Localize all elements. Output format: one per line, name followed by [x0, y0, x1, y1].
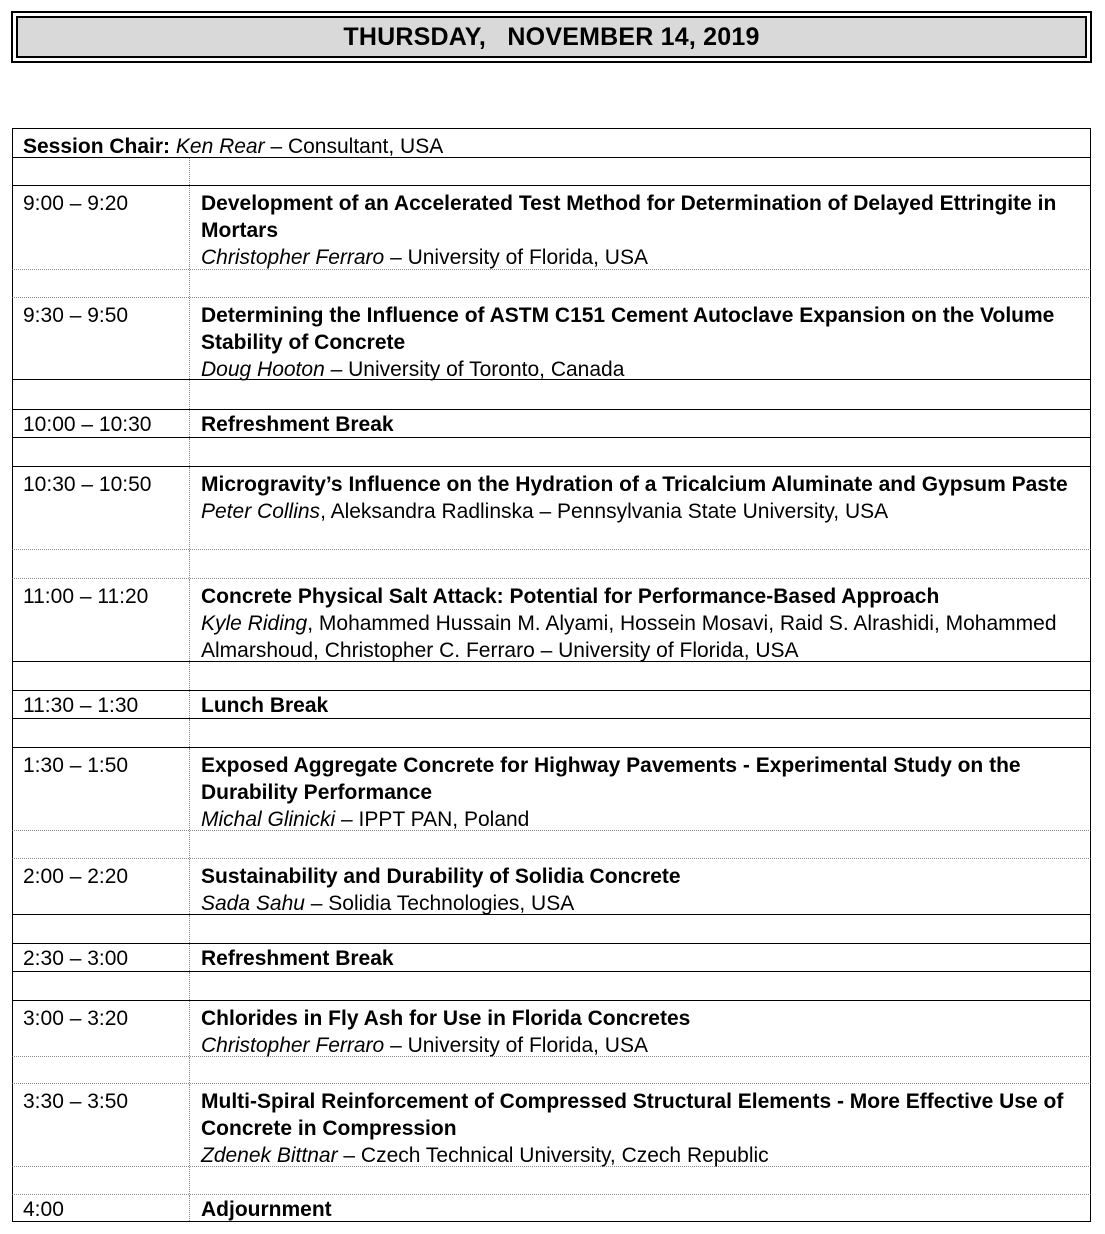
agenda-row — [12, 185, 1091, 270]
agenda-content — [190, 859, 1090, 914]
agenda-time: 1:30 – 1:50 — [13, 748, 190, 830]
session-chair — [13, 129, 1090, 160]
talk-title: Determining the Influence of ASTM C151 Cement Autoclave Expansion on the Volume Stability of Concrete — [201, 304, 1055, 354]
break-title: Refreshment Break — [201, 413, 394, 436]
agenda-content — [190, 944, 1090, 971]
authors-affiliation: – Czech Technical University, Czech Republic — [337, 1144, 769, 1167]
presenter-name: Christopher Ferraro — [201, 246, 385, 269]
presenter-name: Zdenek Bittnar — [201, 1144, 338, 1167]
talk-authors — [201, 890, 1082, 917]
agenda-row — [12, 943, 1091, 972]
agenda-row — [12, 1083, 1091, 1167]
adjournment-title: Adjournment — [201, 1198, 332, 1221]
spacer-row — [12, 831, 1091, 858]
day-header — [11, 11, 1092, 63]
spacer-row — [12, 438, 1091, 466]
agenda-content — [190, 1001, 1090, 1056]
spacer-row — [12, 380, 1091, 409]
talk-title: Chlorides in Fly Ash for Use in Florida Concretes — [201, 1007, 691, 1030]
agenda-content — [190, 748, 1090, 830]
spacer-row — [12, 662, 1091, 690]
spacer-row — [12, 972, 1091, 1000]
agenda-time: 9:00 – 9:20 — [13, 186, 190, 269]
authors-affiliation: , Aleksandra Radlinska – Pennsylvania State University, USA — [320, 500, 889, 523]
spacer-row — [12, 915, 1091, 943]
agenda-time: 2:00 – 2:20 — [13, 859, 190, 914]
agenda-time: 3:30 – 3:50 — [13, 1084, 190, 1166]
talk-authors — [201, 1142, 1082, 1169]
agenda-time: 3:00 – 3:20 — [13, 1001, 190, 1056]
agenda-row — [12, 747, 1091, 831]
agenda-row — [12, 1000, 1091, 1057]
authors-affiliation: – University of Florida, USA — [384, 246, 648, 269]
talk-authors — [201, 498, 1082, 525]
agenda-content — [190, 186, 1090, 269]
agenda-content — [190, 1084, 1090, 1166]
talk-title: Sustainability and Durability of Solidia Concrete — [201, 865, 681, 888]
agenda-row — [12, 578, 1091, 662]
spacer-row — [12, 1057, 1091, 1083]
talk-authors — [201, 610, 1082, 664]
break-title: Refreshment Break — [201, 947, 394, 970]
talk-title: Multi-Spiral Reinforcement of Compressed Structural Elements - More Effective Use of Concrete in Compression — [201, 1090, 1064, 1140]
agenda-time: 11:00 – 11:20 — [13, 579, 190, 661]
authors-affiliation: – University of Toronto, Canada — [324, 358, 625, 381]
agenda-time: 2:30 – 3:00 — [13, 944, 190, 971]
presenter-name: Michal Glinicki — [201, 808, 336, 831]
day-header-title: THURSDAY, NOVEMBER 14, 2019 — [16, 16, 1087, 58]
presenter-name: Peter Collins — [201, 500, 321, 523]
authors-affiliation: – University of Florida, USA — [384, 1034, 648, 1057]
agenda-content — [190, 579, 1090, 661]
agenda-time: 10:00 – 10:30 — [13, 410, 190, 437]
talk-authors — [201, 806, 1082, 833]
agenda-content — [190, 298, 1090, 379]
session-chair-name: Ken Rear — [175, 135, 265, 158]
agenda-content — [190, 691, 1090, 718]
authors-affiliation: , Mohammed Hussain M. Alyami, Hossein Mosavi, Raid S. Alrashidi, Mohammed Almarshoud, Christopher C. Ferraro – University of Florida, USA — [201, 612, 1057, 662]
authors-affiliation: – IPPT PAN, Poland — [335, 808, 530, 831]
talk-authors — [201, 1032, 1082, 1059]
presenter-name: Kyle Riding — [201, 612, 308, 635]
agenda-row — [12, 297, 1091, 380]
spacer-row — [12, 1167, 1091, 1194]
agenda-content — [190, 467, 1090, 549]
agenda-row — [12, 858, 1091, 915]
talk-title: Concrete Physical Salt Attack: Potential for Performance-Based Approach — [201, 585, 940, 608]
agenda-time: 4:00 — [13, 1195, 190, 1221]
agenda-row — [12, 690, 1091, 719]
spacer-row — [12, 719, 1091, 747]
agenda-time: 9:30 – 9:50 — [13, 298, 190, 379]
talk-title: Microgravity’s Influence on the Hydration of a Tricalcium Aluminate and Gypsum Paste — [201, 473, 1068, 496]
talk-authors — [201, 356, 1082, 383]
agenda-time: 10:30 – 10:50 — [13, 467, 190, 549]
break-title: Lunch Break — [201, 694, 329, 717]
presenter-name: Sada Sahu — [201, 892, 305, 915]
spacer-row — [12, 550, 1091, 578]
presenter-name: Doug Hooton — [201, 358, 325, 381]
agenda-row — [12, 1194, 1091, 1222]
session-chair-affiliation: – Consultant, USA — [264, 135, 444, 158]
talk-title: Exposed Aggregate Concrete for Highway Pavements - Experimental Study on the Durability Performance — [201, 754, 1021, 804]
authors-affiliation: – Solidia Technologies, USA — [304, 892, 575, 915]
agenda-row — [12, 409, 1091, 438]
spacer-row — [12, 158, 1091, 185]
agenda-time: 11:30 – 1:30 — [13, 691, 190, 718]
session-chair-row — [12, 128, 1091, 158]
agenda-content — [190, 410, 1090, 437]
spacer-row — [12, 270, 1091, 297]
talk-title: Development of an Accelerated Test Method for Determination of Delayed Ettringite in Mortars — [201, 192, 1057, 242]
session-chair-label: Session Chair: — [23, 135, 171, 158]
agenda-row — [12, 466, 1091, 550]
agenda-content — [190, 1195, 1090, 1221]
talk-authors — [201, 244, 1082, 271]
presenter-name: Christopher Ferraro — [201, 1034, 385, 1057]
